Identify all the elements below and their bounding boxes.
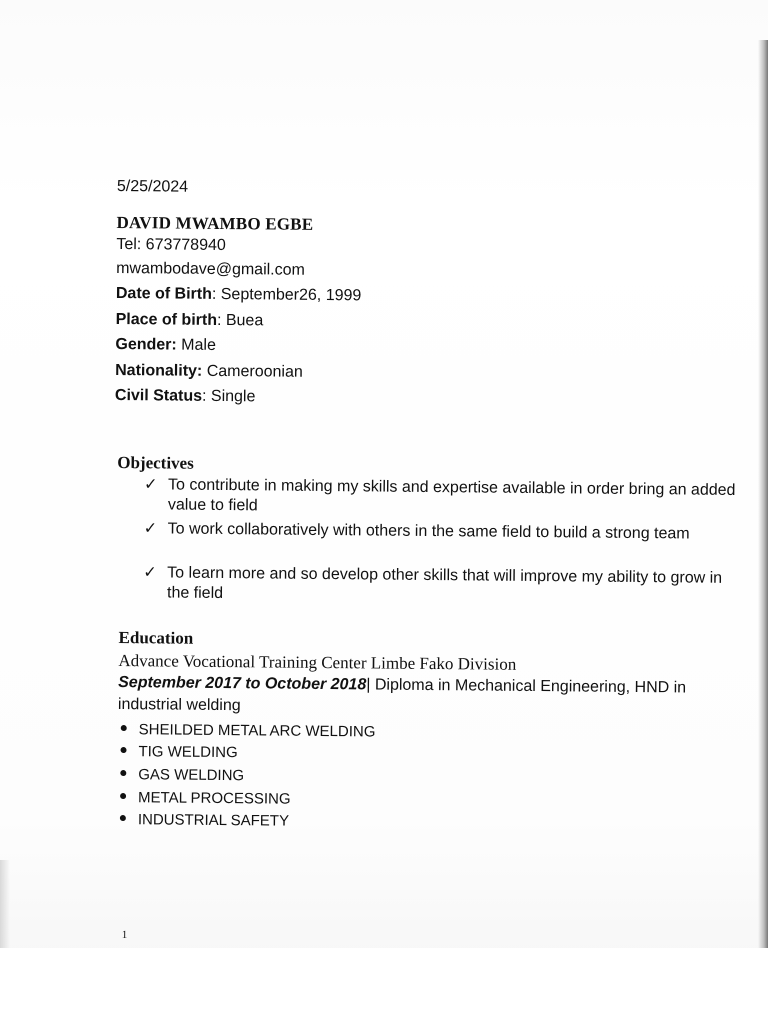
skill-text: SHEILDED METAL ARC WELDING — [138, 721, 376, 741]
checkmark-icon: ✓ — [143, 520, 158, 538]
skill-item — [121, 721, 376, 740]
skill-item — [120, 743, 237, 761]
email: mwambodave@gmail.com — [116, 259, 305, 279]
skill-item — [120, 766, 244, 784]
education-period: September 2017 to October 2018 — [118, 674, 367, 694]
education-separator: | — [366, 676, 375, 694]
nationality-label: Nationality: — [115, 361, 203, 380]
civil-status-separator: : — [201, 387, 212, 405]
skill-text: GAS WELDING — [138, 766, 245, 785]
skill-item — [120, 789, 291, 808]
date-of-birth-value: September26, 1999 — [220, 285, 362, 305]
document-date: 5/25/2024 — [116, 177, 189, 196]
gender-label: Gender: — [115, 335, 177, 354]
bullet-icon — [120, 815, 126, 821]
checkmark-icon: ✓ — [143, 564, 157, 582]
objective-item — [143, 563, 743, 603]
bullet-icon — [120, 793, 126, 799]
gender-value: Male — [181, 336, 216, 354]
education-qualification: Diploma in Mechanical Engineering, HND in — [374, 676, 687, 697]
skill-text: INDUSTRIAL SAFETY — [137, 811, 290, 830]
date-of-birth-separator: : — [211, 285, 221, 303]
objective-item — [143, 475, 744, 515]
skill-text: METAL PROCESSING — [137, 789, 291, 808]
page-number: 1 — [121, 929, 128, 942]
date-of-birth-row — [116, 285, 362, 305]
skill-item — [120, 811, 289, 830]
checkmark-icon: ✓ — [143, 476, 158, 494]
education-period-row — [118, 674, 686, 697]
civil-status-value: Single — [210, 387, 256, 406]
place-of-birth-label: Place of birth — [115, 310, 218, 329]
place-of-birth-value: Buea — [225, 312, 264, 330]
telephone: Tel: 673778940 — [116, 235, 226, 255]
education-qualification-continued: industrial welding — [117, 696, 241, 715]
skill-text: TIG WELDING — [138, 743, 238, 762]
gender-row — [115, 336, 216, 355]
objectives-heading: Objectives — [117, 452, 194, 473]
nationality-value: Cameroonian — [206, 362, 303, 381]
date-of-birth-label: Date of Birth — [115, 284, 212, 303]
place-of-birth-row — [116, 311, 264, 330]
education-heading: Education — [118, 628, 194, 648]
bullet-icon — [120, 747, 126, 753]
nationality-row — [115, 362, 303, 382]
civil-status-row — [115, 387, 256, 406]
objective-text: To learn more and so develop other skills that will improve my ability to grow in the field — [166, 564, 723, 603]
applicant-name: DAVID MWAMBO EGBE — [116, 212, 314, 234]
objective-text: To work collaboratively with others in the same field to build a strong team — [167, 520, 690, 543]
bullet-icon — [120, 770, 126, 776]
education-institution: Advance Vocational Training Center Limbe Fako Division — [118, 651, 517, 674]
objective-text: To contribute in making my skills and expertise available in order bring an added value to field — [167, 476, 736, 515]
place-of-birth-separator: : — [216, 311, 226, 330]
civil-status-label: Civil Status — [114, 386, 203, 405]
bullet-icon — [121, 725, 127, 731]
